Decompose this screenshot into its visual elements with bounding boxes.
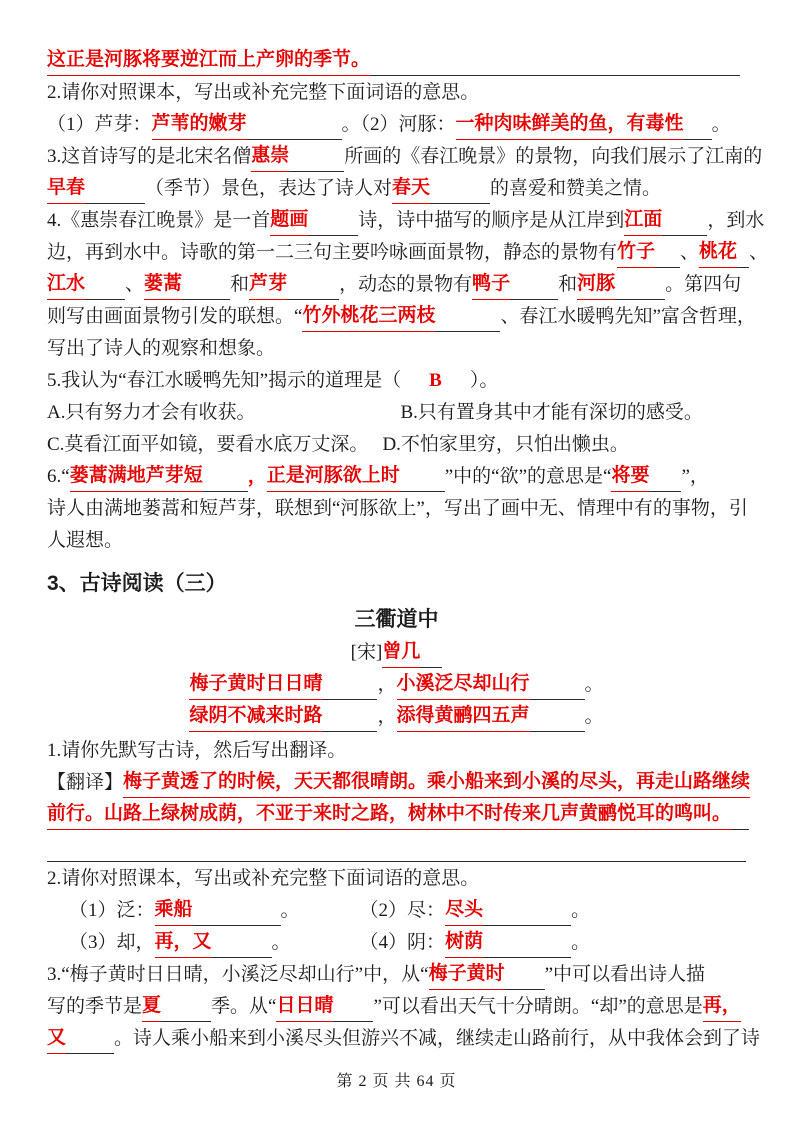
answer-text: 江面 bbox=[624, 205, 662, 236]
blank-line bbox=[505, 960, 545, 990]
blank-line bbox=[510, 270, 558, 300]
static-text: 则写由画面景物引发的联想。“ bbox=[47, 306, 303, 327]
blank-line bbox=[85, 174, 145, 204]
question-3-line bbox=[47, 1022, 761, 1054]
answer-text: 梅子黄时 bbox=[429, 959, 505, 990]
blank-line bbox=[483, 928, 571, 958]
answer-text: 再，又 bbox=[155, 927, 212, 958]
static-text: （季节）景色，表达了诗人对 bbox=[145, 178, 393, 199]
blank-line bbox=[731, 800, 749, 830]
answer-text: 题画 bbox=[270, 205, 308, 236]
answer-text: 鸭子 bbox=[472, 269, 510, 300]
poem-block bbox=[47, 636, 746, 732]
answer-text: 正是河豚欲上时 bbox=[267, 461, 400, 492]
answer-text: 树荫 bbox=[445, 927, 483, 958]
static-text: 写的季节是 bbox=[47, 996, 143, 1017]
answer-text: 竹外桃花三两枝 bbox=[302, 301, 435, 332]
answer-text: 江水 bbox=[47, 269, 85, 300]
blank-line bbox=[649, 462, 681, 492]
static-text: 和 bbox=[558, 274, 578, 295]
static-text: 6.“ bbox=[47, 466, 70, 487]
static-text: 。 bbox=[711, 114, 731, 135]
blank-line bbox=[308, 206, 358, 236]
static-text: 。（2）河豚： bbox=[341, 114, 456, 135]
blank-line bbox=[193, 896, 281, 926]
static-text: A.只有努力才会有收获。 bbox=[47, 402, 256, 423]
static-text: [宋] bbox=[350, 642, 383, 663]
static-text: 【翻译】 bbox=[47, 772, 124, 793]
spacer bbox=[442, 366, 470, 396]
word-meaning-line bbox=[47, 894, 746, 926]
static-text: ”可以看出天气十分晴朗。“却”的意思是 bbox=[373, 996, 703, 1017]
answer-text: 再， bbox=[703, 991, 741, 1022]
blank-line bbox=[322, 670, 377, 700]
static-text: ”中的“欲”的意思是“ bbox=[444, 466, 612, 487]
poem-verse-line bbox=[47, 668, 746, 700]
static-text: 2.请你对照课本，写出或补充完整下面词语的意思。 bbox=[47, 82, 480, 103]
static-text: 季。从“ bbox=[211, 996, 277, 1017]
blank-line bbox=[530, 670, 585, 700]
answer-text: B bbox=[429, 370, 442, 391]
blank-line bbox=[182, 270, 230, 300]
question-2-line bbox=[47, 862, 746, 894]
static-text: 3.“梅子黄时日日晴，小溪泛尽却山行”中，从“ bbox=[47, 964, 429, 985]
translation-line bbox=[47, 766, 751, 798]
answer-text: 日日晴 bbox=[276, 991, 333, 1022]
static-text: 、春江水暖鸭先知”富含哲理， bbox=[500, 306, 756, 327]
static-text: 。 bbox=[280, 900, 300, 921]
static-text: 、 bbox=[749, 242, 769, 263]
answer-text: 尽头 bbox=[445, 895, 483, 926]
blank-line bbox=[615, 270, 665, 300]
answer-text: 前行。山路上绿树成荫，不亚于来时之路，树林中不时传来几声黄鹂悦耳的鸣叫。 bbox=[47, 799, 731, 830]
static-text: 5.我认为“春江水暖鸭先知”揭示的道理是（ bbox=[47, 370, 402, 391]
word-meaning-line bbox=[47, 926, 746, 958]
static-text: 诗，诗中描写的顺序是从江岸到 bbox=[358, 210, 625, 231]
spacer bbox=[368, 430, 382, 460]
static-text: 3.这首诗写的是北宋名僧 bbox=[47, 146, 252, 167]
spacer bbox=[401, 366, 429, 396]
choice-row-ab bbox=[47, 396, 746, 428]
answer-text: 又 bbox=[47, 1023, 66, 1054]
blank-line bbox=[203, 462, 248, 492]
choice-row-cd bbox=[47, 428, 746, 460]
question-4-line bbox=[47, 268, 746, 300]
static-text: C.莫看江面平如镜，要看水底万丈深。 bbox=[47, 434, 369, 455]
question-2-word-meaning-block bbox=[47, 862, 746, 958]
blank-line bbox=[47, 832, 746, 862]
static-text: 人遐想。 bbox=[47, 530, 124, 551]
blank-line bbox=[322, 702, 377, 732]
static-text: 。 bbox=[571, 900, 591, 921]
answer-text: ， bbox=[247, 466, 267, 487]
question-6-line bbox=[47, 492, 746, 524]
blank-line bbox=[289, 142, 344, 172]
static-text: （2）尽： bbox=[359, 900, 446, 921]
answer-text: 这正是河豚将要逆江而上产卵的季节。 bbox=[47, 45, 370, 76]
blank-line bbox=[737, 238, 749, 268]
question-2-line bbox=[47, 76, 746, 108]
question-6-line bbox=[47, 460, 746, 492]
static-text: B.只有置身其中才能有深切的感受。 bbox=[400, 402, 703, 423]
answer-text: 芦苇的嫩芽 bbox=[152, 109, 247, 140]
static-text: 2.请你对照课本，写出或补充完整下面词语的意思。 bbox=[47, 868, 480, 889]
spacer bbox=[300, 896, 360, 926]
section-heading: 3、古诗阅读（三） bbox=[47, 572, 227, 595]
poem-author-line bbox=[47, 636, 746, 668]
static-text: 1.请你先默写古诗，然后写出翻译。 bbox=[47, 740, 347, 761]
blank-line bbox=[333, 992, 373, 1022]
blank-line bbox=[370, 46, 740, 76]
spacer bbox=[291, 928, 360, 958]
static-text: 、 bbox=[680, 242, 700, 263]
question-4-line bbox=[47, 300, 756, 332]
blank-line bbox=[420, 638, 442, 668]
answer-text: 惠崇 bbox=[251, 141, 289, 172]
carryover-exercise-block bbox=[47, 44, 769, 556]
static-text: ”， bbox=[681, 466, 709, 487]
static-text: 4.《惠崇春江晚景》是一首 bbox=[47, 210, 271, 231]
static-text: ”中可以看出诗人描 bbox=[544, 964, 706, 985]
answer-text: 梅子黄透了的时候，天天都很晴朗。乘小船来到小溪的尽头，再走山路继续 bbox=[123, 767, 750, 798]
answer-text: 梅子黄时日日晴 bbox=[189, 669, 322, 700]
static-text: （4）阴： bbox=[359, 932, 446, 953]
blank-answer-line bbox=[47, 830, 746, 862]
question-3-line bbox=[47, 140, 763, 172]
question-4-line bbox=[47, 204, 765, 236]
question-4-line bbox=[47, 332, 746, 364]
blank-line bbox=[247, 110, 342, 140]
answer-text: 河豚 bbox=[577, 269, 615, 300]
blank-line bbox=[161, 992, 211, 1022]
page-number-footer: 第 2 页 共 64 页 bbox=[336, 1073, 457, 1090]
answer-text: 绿阴不减来时路 bbox=[189, 701, 322, 732]
blank-line bbox=[287, 270, 339, 300]
blank-line bbox=[655, 238, 680, 268]
answer-text: 芦芽 bbox=[249, 269, 287, 300]
answer-text: 蒌蒿 bbox=[144, 269, 182, 300]
blank-line bbox=[212, 928, 272, 958]
static-text: 诗人由满地蒌蒿和短芦芽，联想到“河豚欲上”，写出了画中无、情理中有的事物，引 bbox=[47, 498, 748, 519]
blank-line bbox=[483, 896, 571, 926]
answer-text: 春天 bbox=[392, 173, 430, 204]
word-meaning-line bbox=[47, 108, 746, 140]
static-text: 写出了诗人的观察和想象。 bbox=[47, 338, 276, 359]
answer-text: 夏 bbox=[142, 991, 161, 1022]
answer-text: 早春 bbox=[47, 173, 85, 204]
answer-text: 乘船 bbox=[155, 895, 193, 926]
question-1-translation-block bbox=[47, 734, 751, 862]
answer-text: 桃花 bbox=[699, 237, 737, 268]
answer-text: 添得黄鹂四五声 bbox=[397, 701, 530, 732]
static-text: 、 bbox=[125, 274, 145, 295]
static-text: （3）却， bbox=[69, 932, 155, 953]
question-6-line bbox=[47, 524, 746, 556]
answer-text: 一种肉味鲜美的鱼，有毒性 bbox=[456, 109, 684, 140]
answer-text: 将要 bbox=[611, 461, 649, 492]
static-text: D.不怕家里穷，只怕出懒虫。 bbox=[382, 434, 629, 455]
static-text: 边，再到水中。诗歌的第一二三句主要吟咏画面景物，静态的景物有 bbox=[47, 242, 618, 263]
blank-line bbox=[66, 1024, 114, 1054]
blank-line bbox=[530, 702, 585, 732]
static-text: 。 bbox=[584, 706, 604, 727]
blank-line bbox=[400, 462, 445, 492]
question-3-line bbox=[47, 958, 746, 990]
blank-line bbox=[435, 302, 500, 332]
blank-line bbox=[684, 110, 712, 140]
blank-line bbox=[85, 270, 125, 300]
question-5-line bbox=[47, 364, 746, 396]
static-text: 的喜爱和赞美之情。 bbox=[490, 178, 662, 199]
static-text: （1）泛： bbox=[69, 900, 155, 921]
static-text: 。诗人乘小船来到小溪尽头但游兴不减，继续走山路前行，从中我体会到了诗 bbox=[114, 1028, 761, 1049]
static-text: 。 bbox=[271, 932, 291, 953]
blank-line bbox=[430, 174, 490, 204]
static-text: 。 bbox=[584, 674, 604, 695]
static-text: 和 bbox=[230, 274, 250, 295]
translation-line bbox=[47, 798, 746, 830]
static-text: ， bbox=[377, 706, 397, 727]
answer-text: 曾几 bbox=[382, 637, 420, 668]
answer-text: 竹子 bbox=[617, 237, 655, 268]
static-text: ，到水 bbox=[707, 210, 765, 231]
question-3-line bbox=[47, 172, 746, 204]
static-text: ， bbox=[377, 674, 397, 695]
static-text: ，动态的景物有 bbox=[339, 274, 473, 295]
answer-text: 蒌蒿满地芦芽短 bbox=[70, 461, 203, 492]
answer-text: 小溪泛尽却山行 bbox=[397, 669, 530, 700]
static-text: （1）芦芽： bbox=[47, 114, 152, 135]
static-text: ）。 bbox=[469, 370, 499, 391]
question-1-line bbox=[47, 734, 746, 766]
question-3-line bbox=[47, 990, 746, 1022]
spacer bbox=[255, 398, 400, 428]
static-text: 所画的《春江晚景》的景物，向我们展示了江南的 bbox=[344, 146, 763, 167]
answer-sentence-line bbox=[47, 44, 746, 76]
static-text: 。第四句 bbox=[665, 274, 742, 295]
poem-verse-line bbox=[47, 700, 746, 732]
blank-line bbox=[662, 206, 707, 236]
question-3-analysis-block bbox=[47, 958, 761, 1054]
question-4-line bbox=[47, 236, 769, 268]
static-text: 。 bbox=[571, 932, 591, 953]
poem-title: 三衢道中 bbox=[354, 607, 439, 631]
